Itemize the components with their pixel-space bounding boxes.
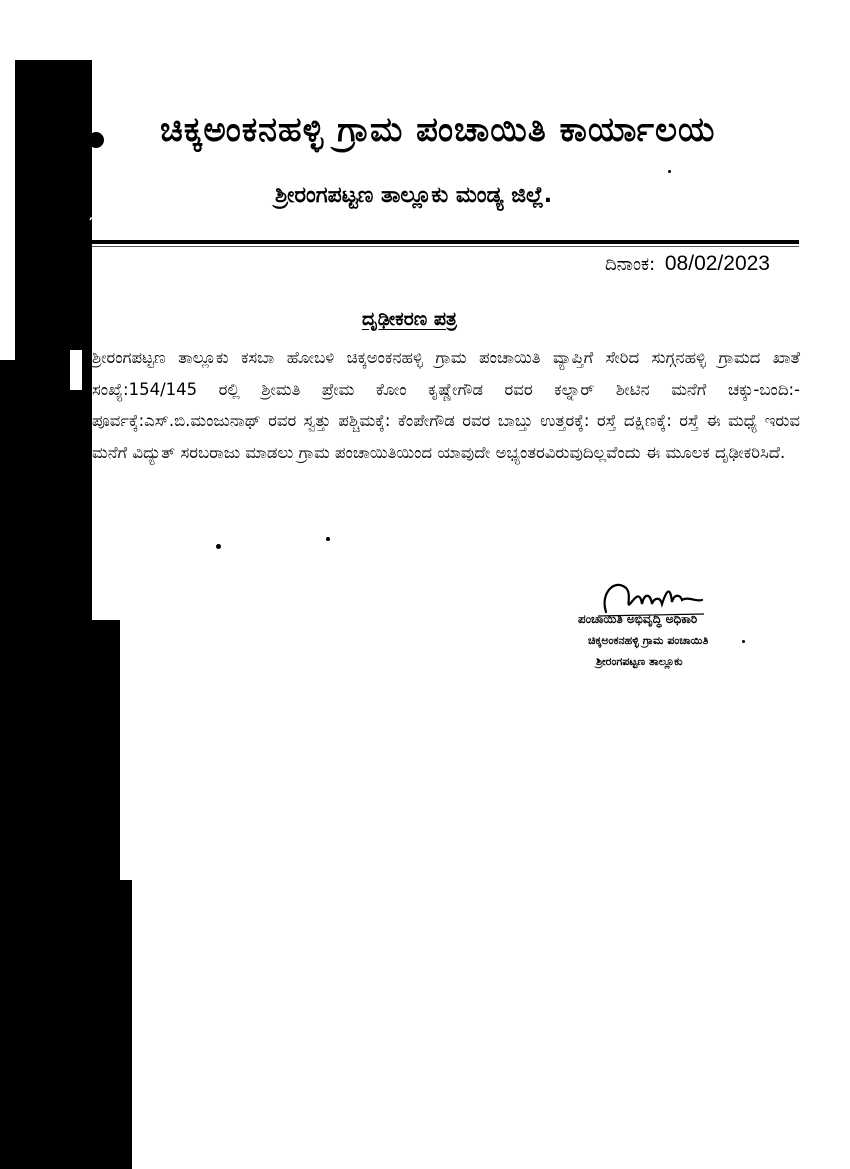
scan-edge-gap — [70, 350, 82, 390]
scan-shadow-bottom — [92, 880, 132, 1169]
panchayat-seal-stamp-icon — [80, 180, 180, 310]
scan-speck — [326, 537, 330, 541]
office-location-subheading: ಶ್ರೀರಂಗಪಟ್ಟಣ ತಾಲ್ಲೂಕು ಮಂಡ್ಯ ಜಿಲ್ಲೆ. — [275, 183, 553, 208]
scan-edge-highlight — [0, 60, 15, 360]
scan-speck — [216, 544, 221, 549]
signatory-taluk: ಶ್ರೀರಂಗಪಟ್ಟಣ ತಾಲ್ಲೂಕು — [596, 655, 683, 668]
scan-speck — [742, 640, 745, 643]
scan-speck — [668, 170, 671, 173]
date-value: 08/02/2023 — [664, 252, 770, 275]
office-name-heading: ಚಿಕ್ಕಅಂಕನಹಳ್ಳಿ ಗ್ರಾಮ ಪಂಚಾಯಿತಿ ಕಾರ್ಯಾಲಯ — [160, 110, 716, 150]
letterhead-rule-shadow — [92, 246, 799, 247]
scan-top-margin — [0, 0, 850, 60]
certificate-body: ಶ್ರೀರಂಗಪಟ್ಟಣ ತಾಲ್ಲೂಕು ಕಸಬಾ ಹೋಬಳಿ ಚಿಕ್ಕಅಂಕನಹಳ್ಳಿ ಗ್ರಾಮ ಪಂಚಾಯಿತಿ ವ್ಯಾಪ್ತಿಗೆ ಸೇರಿದ ಸುಗ್ಗನಹಳ್ಳಿ ಗ್ರಾಮದ ಖಾತೆ ಸಂಖ್ಯೆ:154/145 ರಲ್ಲಿ ಶ್ರೀಮತಿ ಪ್ರೇಮ ಕೋಂ ಕೃಷ್ಣೇಗೌಡ ರವರ ಕಲ್ನಾರ್ ಶೀಟಿನ ಮನೆಗೆ ಚಕ್ಕು-ಬಂದಿ:-ಪೂರ್ವಕ್ಕೆ:ಎಸ್.ಬಿ.ಮಂಜುನಾಥ್ ರವರ ಸ್ವತ್ತು ಪಶ್ಚಿಮಕ್ಕೆ: ಕೆಂಪೇಗೌಡ ರವರ ಬಾಬ್ತು ಉತ್ತರಕ್ಕೆ: ರಸ್ತೆ ದಕ್ಷಿಣಕ್ಕೆ: ರಸ್ತೆ ಈ ಮಧ್ಯೆ ಇರುವ ಮನೆಗೆ ವಿದ್ಯುತ್ ಸರಬರಾಜು ಮಾಡಲು ಗ್ರಾಮ ಪಂಚಾಯಿತಿಯಿಂದ ಯಾವುದೇ ಅಭ್ಯಂತರವಿರುವುದಿಲ್ಲವೆಂದು ಈ ಮೂಲಕ ದೃಢೀಕರಿಸಿದೆ. — [92, 348, 800, 462]
date-label: ದಿನಾಂಕ: — [605, 254, 656, 275]
signatory-designation: ಪಂಚಾಯಿತಿ ಅಭಿವೃದ್ಧಿ ಅಧಿಕಾರಿ — [578, 612, 698, 626]
letterhead-rule — [92, 240, 799, 244]
certificate-title: ದೃಢೀಕರಣ ಪತ್ರ — [362, 308, 457, 330]
signatory-office: ಚಿಕ್ಕಅಂಕನಹಳ್ಳಿ ಗ್ರಾಮ ಪಂಚಾಯಿತಿ — [588, 634, 709, 647]
letterhead-bullet — [88, 132, 104, 148]
date-line — [605, 252, 770, 276]
